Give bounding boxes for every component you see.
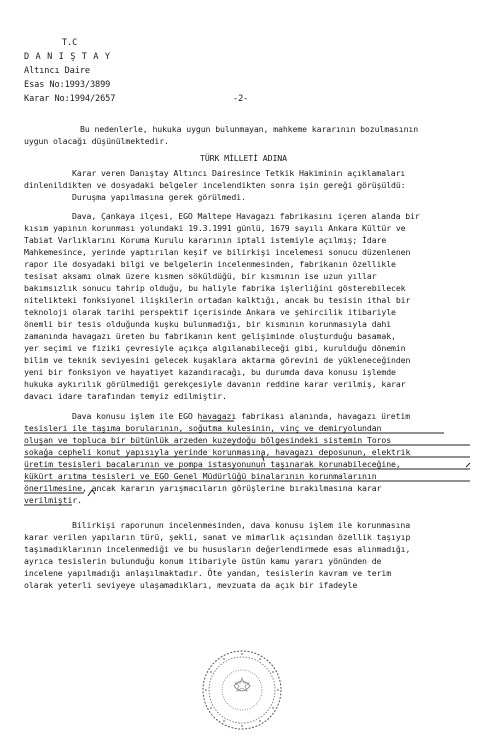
para1-line: davacı idare tarafından temyiz edilmiştir. <box>24 391 227 401</box>
decision-heading: TÜRK MİLLETİ ADINA <box>200 153 287 163</box>
chamber-name: Altıncı Daire <box>24 66 90 76</box>
para1-line: zamanında havagazı üreten bu fabrikanın kent gelişiminde oluşturduğu basamak, <box>24 331 396 341</box>
para2-line: verilmiştir. <box>24 495 82 505</box>
para2-line: tesisleri ile taşıma borularının, soğutma kulesinin, vinç ve demiryolundan <box>24 423 382 433</box>
para1-line: Dava, Çankaya ilçesi, EGO Maltepe Havagazı fabrikasını içeren alanda bir <box>72 211 420 221</box>
para2-line: sokağa cepheli konut yapısıyla yerinde korunmasına, havagazı deposunun, elektrik <box>24 447 411 457</box>
para2-line: oluşan ve topluca bir bütünlük arzeden kuzeydoğu bölgesindeki sistemin Toros <box>24 435 392 445</box>
para3-line: ayrıca tesislerin bulunduğu konum itibariyle üstün kamu yararı yönünden de <box>24 556 382 566</box>
tc-label: T.C <box>62 38 78 48</box>
intro-line-1: Bu nedenlerle, hukuka uygun bulunmayan, mahkeme kararının bozulmasının <box>80 124 419 134</box>
para3-line: karar verilen yapıların türü, şekli, sanat ve mimarlık açısından özellik taşıyıp <box>24 532 411 542</box>
para1-line: tesisat aksamı olmak üzere kısmen söküldüğü, bir kısmının ise uzun yıllar <box>24 271 377 281</box>
para1-line: yeni bir fonksiyon ve hayatiyet kazandıracağı, bu durumda dava konusu işlemde <box>24 367 396 377</box>
decision-intro-line-2: dinlenildikten ve dosyadaki belgeler incelendikten sonra işin gereği görüşüldü: <box>24 180 406 190</box>
para1-line: bilim ve teknik seviyesini gelecek kuşaklara aktarma görevini de yükleneceğinden <box>24 355 411 365</box>
decision-intro-line-1: Karar veren Danıştay Altıncı Dairesince Tetkik Hakiminin açıklamaları <box>72 168 406 178</box>
para3-line: Bilirkişi raporunun incelenmesinden, dava konusu işlem ile korunmasına <box>72 520 411 530</box>
para2-line: kükürt arıtma tesisleri ve EGO Genel Müdürlüğü binalarının korunmalarının <box>24 471 377 481</box>
para1-line: nitelikteki fonksiyonel ilişkilerin ortadan kalktığı, ancak bu tesisin ithal bir <box>24 295 411 305</box>
esas-number: Esas No:1993/3899 <box>24 80 111 90</box>
intro-line-2: uygun olacağı düşünülmektedir. <box>24 136 169 146</box>
para1-line: yer seçimi ve fiziki çevresiyle açıkça algılanabileceği gibi, kurulduğu dönemin <box>24 343 406 353</box>
para1-line: teknoloji olarak tarihi perspektif içerisinde Ankara ve şehircilik itibariyle <box>24 307 396 317</box>
para3-line: taşımadıklarının incelenmediği ve bu hususların değerlendirmede esas alınmadığı, <box>24 544 411 554</box>
decision-intro-line-3: Duruşma yapılmasına gerek görülmedi. <box>72 192 246 202</box>
official-seal-stamp <box>200 648 284 732</box>
para1-line: rapor ile dosyadaki bilgi ve belgelerin incelenmesinden, fabrikanın özellikle <box>24 259 396 269</box>
para1-line: Mahkemesince, yerinde yaptırılan keşif ve bilirkişi incelemesi sonucu düzenlenen <box>24 247 411 257</box>
para1-line: kısım yapının korunması yolundaki 19.3.1991 günlü, 1679 sayılı Ankara Kültür ve <box>24 223 406 233</box>
para1-line: önemli bir tesis olduğunda kuşku bulunmadığı, bir kısmının korunmasıyla dahi <box>24 319 392 329</box>
para3-line: incelene yapılmadığı anlaşılmaktadır. Öte yandan, tesislerin kavram ve terim <box>24 568 392 578</box>
para2-line: önerilmesine, ancak kararın yarışmacıların görüşlerine bırakılmasına karar <box>24 483 382 493</box>
para1-line: hukuka aykırılık görülmediği gerekçesiyle davanın reddine karar verilmiş, karar <box>24 379 406 389</box>
karar-number: Karar No:1994/2657 <box>24 94 116 104</box>
court-name: D A N I Ş T A Y <box>24 52 111 62</box>
para1-line: bakımsızlık sonucu tahrip olduğu, bu haliyle fabrika işlerliğini gösterebilecek <box>24 283 406 293</box>
para1-line: Tabiat Varlıklarını Koruma Kurulu kararının iptali istemiyle açılmış; İdare <box>24 235 387 245</box>
para3-line: olarak yeterli seviyeye ulaşamadıkları, mevzuata da açık bir ifadeyle <box>24 580 358 590</box>
para2-line: üretim tesisleri bacalarının ve pompa istasyonunun taşınarak korunabileceğine, <box>24 459 401 469</box>
para2-line: Dava konusu işlem ile EGO havagazı fabrikası alanında, havagazı üretim <box>72 411 411 421</box>
page-number: -2- <box>233 94 249 104</box>
pen-tick-mark <box>466 463 470 467</box>
